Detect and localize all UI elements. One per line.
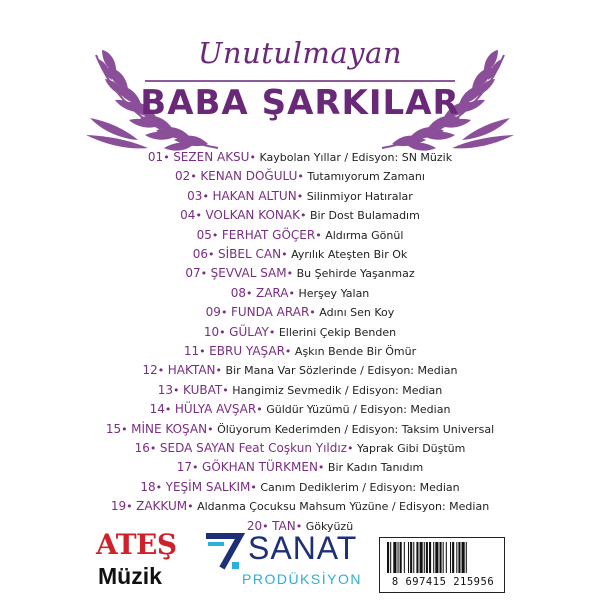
track-edition: / Edisyon: Median xyxy=(388,500,490,514)
track-row xyxy=(0,362,600,379)
track-number: 02 xyxy=(175,169,191,184)
bullet-icon: • xyxy=(208,248,219,261)
barcode-icon xyxy=(380,538,506,576)
track-title: Kaybolan Yıllar xyxy=(259,151,341,164)
track-title: Bir Mana Var Sözlerinde xyxy=(225,364,357,378)
track-edition: / Edisyon: Median xyxy=(358,480,460,494)
track-number: 01 xyxy=(147,150,164,164)
track-title: Herşey Yalan xyxy=(298,286,370,300)
sanat-logo-text: SANAT xyxy=(248,530,358,566)
bullet-icon: • xyxy=(309,306,320,320)
bullet-icon: • xyxy=(190,170,201,184)
track-artist: HAKAN ALTUN xyxy=(212,188,297,203)
track-artist: FUNDA ARAR xyxy=(230,305,310,320)
bullet-icon: • xyxy=(192,461,203,475)
track-number: 20 xyxy=(246,518,263,533)
track-title: Yaprak Gibi Düştüm xyxy=(357,442,466,455)
bullet-icon: • xyxy=(207,422,218,436)
bullet-icon: • xyxy=(297,170,308,184)
track-artist: GÖKHAN TÜRKMEN xyxy=(202,460,318,475)
track-edition: / Edisyon: SN Müzik xyxy=(340,151,453,164)
track-edition: / Edisyon: Median xyxy=(341,383,443,397)
track-title: Ayrılık Ateşten Bir Ok xyxy=(291,248,408,261)
bullet-icon: • xyxy=(219,325,230,339)
track-number: 10 xyxy=(203,324,220,339)
sanat-produksiyon-logo xyxy=(202,532,362,590)
bullet-icon: • xyxy=(195,209,206,223)
track-number: 08 xyxy=(230,285,246,300)
bullet-icon: • xyxy=(149,442,160,455)
track-row xyxy=(0,421,600,438)
track-artist: ZARA xyxy=(256,285,289,300)
track-artist: SEDA SAYAN Feat Coşkun Yıldız xyxy=(159,441,348,455)
track-title: Tutamıyorum Zamanı xyxy=(307,170,425,184)
bullet-icon: • xyxy=(211,228,222,242)
bullet-icon: • xyxy=(286,267,297,281)
album-title: BABA ŞARKILAR xyxy=(140,83,460,123)
track-title: Aşkın Bende Bir Ömür xyxy=(294,345,417,358)
bullet-icon: • xyxy=(187,500,198,514)
ates-logo-text: ATEŞ xyxy=(96,528,177,561)
track-number: 15 xyxy=(105,421,122,436)
track-row xyxy=(0,324,600,341)
track-artist: VOLKAN KONAK xyxy=(205,208,300,223)
bullet-icon: • xyxy=(296,189,307,203)
track-row xyxy=(0,168,600,185)
track-number: 18 xyxy=(140,479,156,494)
bullet-icon: • xyxy=(249,151,260,164)
track-artist: ŞEVVAL SAM xyxy=(210,266,287,281)
bullet-icon: • xyxy=(220,306,231,320)
track-row xyxy=(0,440,600,457)
track-title: Bir Kadın Tanıdım xyxy=(327,461,424,475)
track-edition: / Edisyon: Median xyxy=(349,403,451,417)
track-edition: / Edisyon: Taksim Universal xyxy=(340,422,495,436)
bullet-icon: • xyxy=(126,500,137,514)
track-number: 07 xyxy=(185,266,201,281)
track-title: Güldür Yüzümü xyxy=(266,403,350,417)
album-subtitle: Unutulmayan xyxy=(197,36,403,70)
track-artist: HAKTAN xyxy=(167,363,216,378)
track-artist: ZAKKUM xyxy=(136,499,188,514)
track-number: 05 xyxy=(196,227,212,242)
track-artist: KUBAT xyxy=(183,382,223,397)
bullet-icon: • xyxy=(268,325,279,339)
track-number: 09 xyxy=(205,305,221,320)
bullet-icon: • xyxy=(199,345,210,358)
track-number: 06 xyxy=(192,247,209,261)
ates-muzik-logo xyxy=(96,528,196,592)
bullet-icon: • xyxy=(200,267,211,281)
bullet-icon: • xyxy=(288,286,299,300)
track-title: Bir Dost Bulamadım xyxy=(309,209,420,223)
bullet-icon: • xyxy=(157,364,168,378)
bullet-icon: • xyxy=(284,345,295,358)
track-row xyxy=(0,207,600,224)
track-row xyxy=(0,343,600,360)
header-divider xyxy=(145,80,455,82)
track-number: 11 xyxy=(183,344,200,358)
track-row xyxy=(0,479,600,496)
bullet-icon: • xyxy=(202,189,213,203)
track-row xyxy=(0,459,600,476)
track-number: 14 xyxy=(149,402,165,417)
track-edition: / Edisyon: Median xyxy=(356,364,458,378)
track-title: Aldanma Çocuksu Mahsum Yüzüne xyxy=(197,500,389,514)
track-row xyxy=(0,382,600,399)
track-artist: SİBEL CAN xyxy=(218,247,282,261)
track-title: Bu Şehirde Yaşanmaz xyxy=(296,267,415,281)
track-title: Canım Dediklerim xyxy=(260,480,359,494)
track-artist: KENAN DOĞULU xyxy=(200,169,298,184)
track-number: 19 xyxy=(110,499,127,514)
track-row xyxy=(0,149,600,166)
track-row xyxy=(0,401,600,418)
muzik-logo-text: Müzik xyxy=(98,563,162,589)
track-artist: FERHAT GÖÇER xyxy=(221,227,316,242)
track-row xyxy=(0,304,600,321)
track-number: 16 xyxy=(134,441,150,455)
bullet-icon: • xyxy=(173,383,184,397)
track-row xyxy=(0,188,600,205)
barcode-number: 8 697415 215956 xyxy=(391,576,495,588)
track-title: Hangimiz Sevmedik xyxy=(232,383,342,397)
bullet-icon: • xyxy=(250,480,261,494)
bullet-icon: • xyxy=(163,151,174,164)
sanat-seven-icon xyxy=(202,532,246,572)
track-row xyxy=(0,246,600,263)
track-number: 13 xyxy=(157,382,174,397)
track-artist: HÜLYA AVŞAR xyxy=(174,402,257,417)
bullet-icon: • xyxy=(215,364,226,378)
track-title: Adını Sen Koy xyxy=(319,306,395,320)
track-artist: TAN xyxy=(272,518,296,533)
track-row xyxy=(0,265,600,282)
bullet-icon: • xyxy=(281,248,292,261)
track-artist: SEZEN AKSU xyxy=(173,150,250,164)
track-artist: EBRU YAŞAR xyxy=(209,344,285,358)
bullet-icon: • xyxy=(222,383,233,397)
bullet-icon: • xyxy=(295,519,306,533)
bullet-icon: • xyxy=(155,480,166,494)
barcode xyxy=(379,537,505,593)
track-title: Silinmiyor Hatıralar xyxy=(306,189,413,203)
bullet-icon: • xyxy=(256,403,267,417)
bullet-icon: • xyxy=(315,228,326,242)
track-number: 03 xyxy=(187,188,203,203)
track-title: Gökyüzü xyxy=(305,519,354,533)
track-row xyxy=(0,498,600,515)
track-row xyxy=(0,285,600,302)
track-number: 12 xyxy=(142,363,158,378)
track-artist: MİNE KOŞAN xyxy=(131,421,208,436)
track-artist: YEŞİM SALKIM xyxy=(165,479,251,494)
track-title: Ellerini Çekip Benden xyxy=(278,325,397,339)
bullet-icon: • xyxy=(347,442,358,455)
track-number: 17 xyxy=(176,460,193,475)
track-row xyxy=(0,227,600,244)
bullet-icon: • xyxy=(164,403,175,417)
track-number: 04 xyxy=(180,208,196,223)
bullet-icon: • xyxy=(299,209,310,223)
produksiyon-logo-text: PRODÜKSİYON xyxy=(242,571,362,587)
track-artist: GÜLAY xyxy=(229,324,269,339)
bullet-icon: • xyxy=(317,461,328,475)
track-title: Ölüyorum Kederimden xyxy=(217,422,341,436)
bullet-icon: • xyxy=(246,286,256,300)
track-title: Aldırma Gönül xyxy=(325,228,404,242)
bullet-icon: • xyxy=(121,422,132,436)
bullet-icon: • xyxy=(262,519,273,533)
